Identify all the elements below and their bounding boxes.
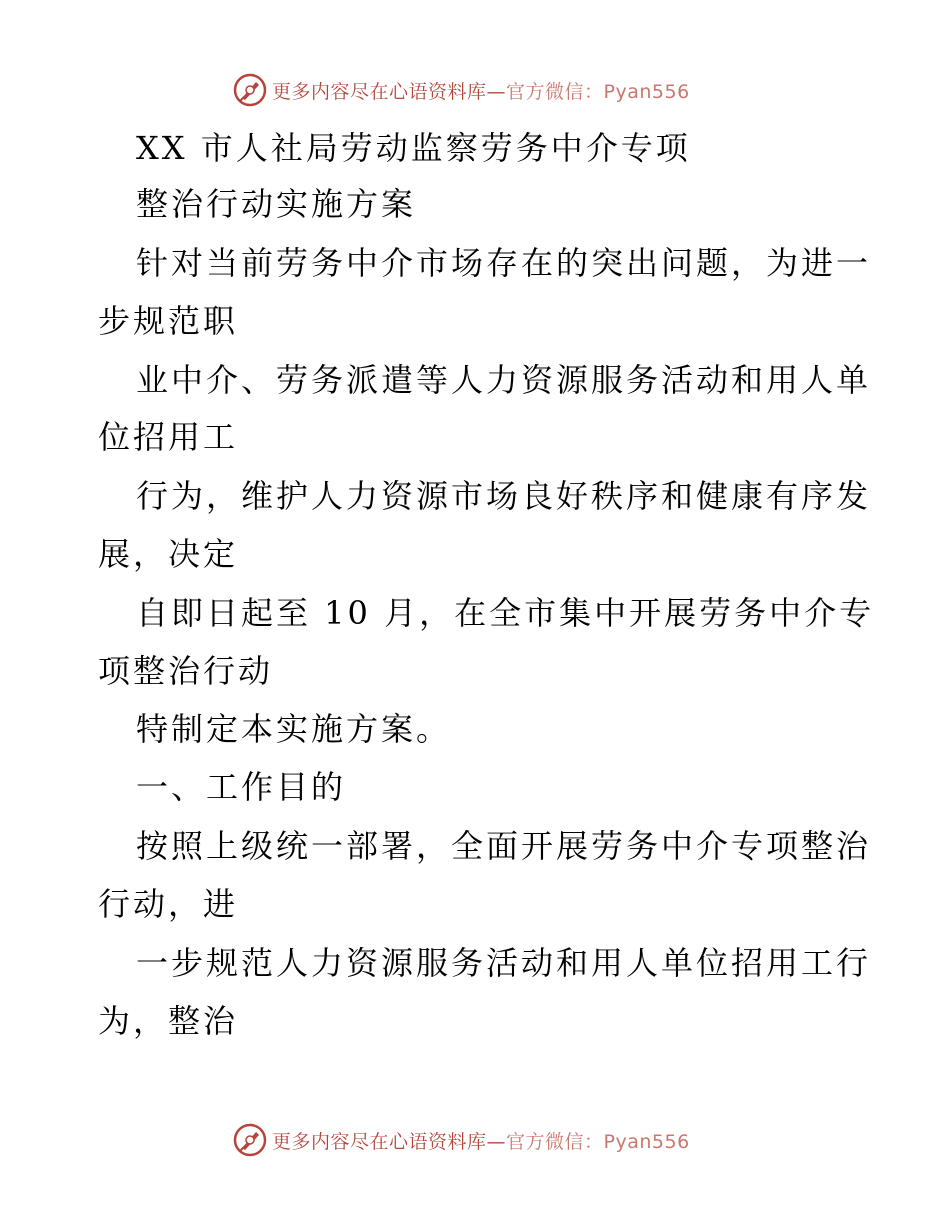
footer-banner	[232, 1120, 752, 1160]
document-title-line-1: XX 市人社局劳动监察劳务中介专项	[136, 129, 691, 167]
banner-wechat-id: Pyan556	[603, 80, 690, 103]
paragraph-line: 项整治行动	[98, 652, 274, 690]
banner-site-name: 更多内容尽在心语资料库	[272, 1130, 487, 1153]
paragraph-line: 特制定本实施方案。	[136, 710, 452, 748]
paragraph-line: 针对当前劳务中介市场存在的突出问题，为进一	[136, 244, 872, 282]
quill-pen-logo-icon	[232, 1122, 268, 1158]
quill-pen-logo-icon	[232, 72, 268, 108]
paragraph-line: 自即日起至 10 月，在全市集中开展劳务中介专	[136, 594, 875, 632]
paragraph-line: 行为，维护人力资源市场良好秩序和健康有序发	[136, 477, 872, 515]
banner-dash: —	[486, 1130, 507, 1153]
banner-wechat-label: 官方微信：	[506, 80, 604, 103]
banner-site-name: 更多内容尽在心语资料库	[272, 80, 487, 103]
paragraph-line: 步规范职	[98, 302, 239, 340]
paragraph-line: 业中介、劳务派遣等人力资源服务活动和用人单	[136, 361, 872, 399]
document-title-line-2: 整治行动实施方案	[136, 185, 417, 223]
banner-text	[272, 77, 690, 104]
paragraph-line: 按照上级统一部署，全面开展劳务中介专项整治	[136, 827, 872, 865]
banner-dash: —	[486, 80, 507, 103]
banner-wechat-id: Pyan556	[603, 1130, 690, 1153]
paragraph-line: 展，决定	[98, 535, 239, 573]
header-banner	[232, 70, 752, 110]
banner-text	[272, 1127, 690, 1154]
paragraph-line: 位招用工	[98, 418, 239, 456]
paragraph-line: 一步规范人力资源服务活动和用人单位招用工行	[136, 944, 872, 982]
paragraph-line: 为，整治	[98, 1002, 239, 1040]
paragraph-line: 行动，进	[98, 885, 239, 923]
banner-wechat-label: 官方微信：	[506, 1130, 604, 1153]
section-heading: 一、工作目的	[136, 768, 347, 806]
